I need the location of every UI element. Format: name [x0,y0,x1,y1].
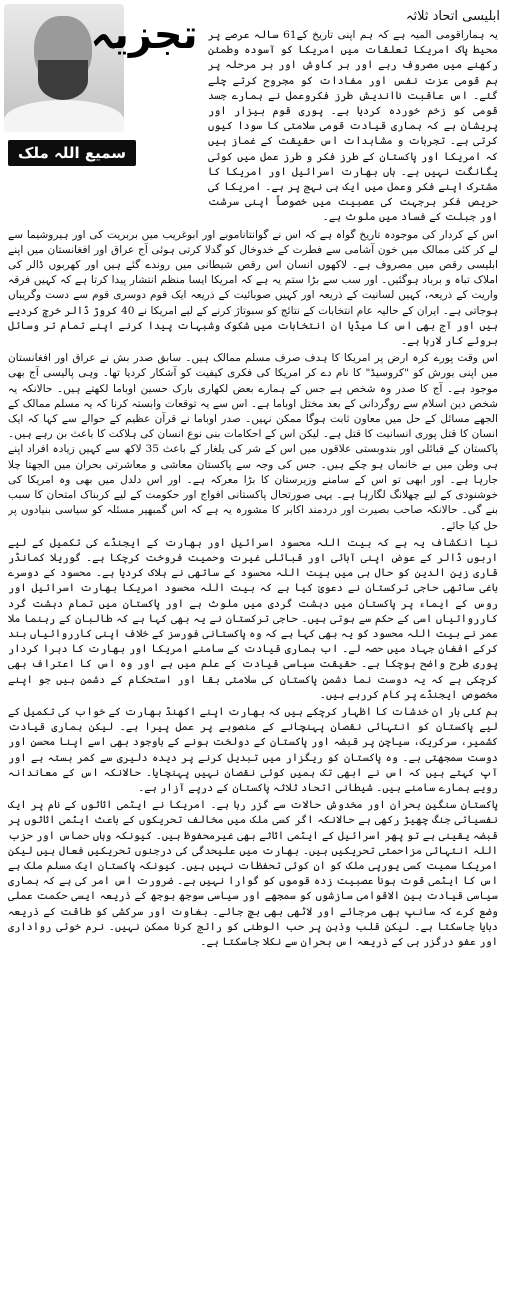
article-paragraph: اس کے کردار کی موجودہ تاریخ گواہ ہے کہ اس نے گوانتاناموبے اور ابوغریب میں بربریت کی اور ہیروشیما سے لے کر کئی ممالک میں خون آشامی سے فطرت کے خدوخال کو گدلا کرتی ہوئی آج عراق اور افغانستان میں اپنے ابلیسی رقص میں مصروف ہے۔ لاکھوں انسان اس رقص شیطانی میں روندے گئے ہیں اور کھربوں ڈالر کی املاک تباہ و برباد ہوگئیں۔ اور سب سے بڑا ستم یہ ہے کہ امریکا ایسا منظم انتشار پیدا کرتا ہے کہ کہیں فرقہ واریت کے ذریعہ، کہیں لسانیت کے ذریعہ اور کہیں صوبائیت کے ذریعہ ایک قوم دوسری قوم سے دست وگریباں ہوجاتی ہے۔ ایران کے حالیہ عام انتخابات کے نتائج کو سبوتاژ کرنے کے لیے امریکا نے 40 کروڑ ڈالر خرچ کردیے ہیں اور آج بھی اس کا میڈیا ان انتخابات میں شکوک وشبہات پیدا کرنے اپنے تمام تر وسائل بروئے کار لارہا ہے۔ [8,228,498,348]
column-logo: تجزیہ [90,12,198,58]
article-body [8,28,498,1294]
article-paragraph: یہ ہماراقومی المیہ ہے کہ ہم اپنی تاریخ کے61 سالہ عرصے پر محیط پاک امریکا تعلقات میں امریکا کو آسودہ وطمئن رکھنے میں مصروف رہے اور ہر کاوش اور ہر مرحلہ پر ہم قومی عزت نفس اور مفادات کو مجروح کرتے چلے گئے۔ اس عاقبت نااندیش طرز فکروعمل نے ہمارے جسد قومی کو زخم خوردہ کردیا ہے۔ پوری قوم بیزار اور پریشان ہے کہ ہماری قیادت قومی سلامتی کا سودا کیوں کرتی ہے۔ تجربات و مشاہدات اس حقیقت کے غماز ہیں کہ امریکا اور پاکستان کے طرز فکر و طرز عمل میں کوئی یگانگت نہیں ہے۔ ہاں بھارت اسرائیل اور امریکا کا مشترک اپنے فکر وعمل میں ایک ہی نہج پر ہے۔ امریکا کی حریص فکر ہرجہت کی عصبیت میں خصوصاً اپنی سرشت اور جبلت کے فساد میں ملوث ہے۔ [208,29,498,224]
article-paragraph: پاکستان سنگین بحران اور مخدوش حالات سے گزر رہا ہے۔ امریکا نے ایٹمی اثاثوں کے نام پر ایک نفسیاتی جنگ چھیڑ رکھی ہے حالانکہ اگر کسی ملک میں مخالف تحریکوں کے باعث ایٹمی اثاثوں پر قبضہ یقینی ہے تو پھر اسرائیل کے ایٹمی اثاثے بھی غیرمحفوظ ہیں۔ کیونکہ وہاں حماس اور حزب اللہ انتہائی مزاحمتی تحریکیں ہیں۔ بھارت میں علیحدگی کی درجنوں تحریکیں فعال ہیں لیکن امریکا سمیت کسی یورپی ملک کو ان کوئی تحفظات نہیں ہیں۔ کیونکہ پاکستان ایک مسلم ملک ہے اس کا ایٹمی قوت ہونا عصبیت زدہ قوموں کو گوارا نہیں ہے۔ ضرورت اس امر کی ہے کہ ہماری سیاسی قیادت بین الاقوامی سازشوں کو سمجھے اور سیاسی سوجھ بوجھ کے ذریعہ ایسی حکمت عملی وضع کرے کہ سانپ بھی مرجائے اور لاٹھی بھی بچ جائے۔ بغاوت اور سرکشی کو طاقت کے ذریعہ دبایا جاسکتا ہے۔ لیکن قلب وذہن پر حب الوطنی کو رائج کرنا ممکن نہیں۔ نرم خوئی رواداری اور عفو درگزر ہی کے ذریعہ اس بحران سے نکلا جاسکتا ہے۔ [8,799,498,948]
article-paragraph: اس وقت پورے کرہ ارض پر امریکا کا ہدف صرف مسلم ممالک ہیں۔ سابق صدر بش نے عراق اور افغانستان میں اپنی یورش کو "کروسیڈ" کا نام دے کر امریکا کی فکری کیفیت کو آشکار کردیا تھا۔ وہی پالیسی آج بھی موجود ہے۔ آج کا صدر وہ شخص ہے جس کے ہمارے بعض لکھاری بارک حسین اوباما لکھتے ہیں۔ حالانکہ یہ شخص دین اسلام سے روگردانی کے بعد مختل اوباما ہے۔ اس سے یہ توقعات وابستہ کرنا کہ یہ مسلم ممالک کے الجھے مسائل کے حل میں معاون ثابت ہوگا ممکن نہیں۔ صدر اوباما نے قرآن عظیم کے حوالے سے کہا کہ ایک انسان کا قتل پوری انسانیت کا قتل ہے۔ لیکن اس کے احکامات بنی نوع انسان کی ہلاکت کا باعث بن رہے ہیں۔ پاکستان کے قبائلی اور بندوبستی علاقوں میں اس کے شر کی یلغار کے باعث 35 لاکھ سے کہیں زیادہ افراد اپنے ہی وطن میں بے خانماں ہو چکے ہیں۔ جس کی وجہ سے پاکستان معاشی و معاشرتی بحران میں الجھتا چلا جارہا ہے۔ اور ابھی تو اس کے سامنے وزیرستان کا بڑا معرکہ ہے۔ اور اس دلدل میں بھی وہ امریکا کی خوشنودی کے لیے چھلانگ لگارہا ہے۔ یہی صورتحال پاکستانی افواج اور حکومت کے لیے کربناک امتحان کا سبب بنے گی۔ حالانکہ صاحب بصیرت اور دردمند اکابر کا مشورہ یہ ہے کہ اس گمبھیر مسئلہ کو سیاسی بنیادوں پر حل کیا جائے۔ [8,352,498,532]
article-paragraph: نیا انکشاف یہ ہے کہ بیت اللہ محسود اسرائیل اور بھارت کے ایجنڈے کی تکمیل کے لیے اربوں ڈالر کے عوض اپنی آبائی اور قبائلی غیرت وحمیت فروخت کرچکا ہے۔ گوریلا کمانڈر قاری زین الدین کو حال ہی میں بیت اللہ محسود کے ساتھی نے ہلاک کردیا ہے۔ محسود کے دوسرے باغی ساتھی حاجی ترکستان نے دعویٰ کیا ہے کہ بیت اللہ محسود امریکا بھارت اسرائیل اور روس کے ایماء پر پاکستان میں دہشت گردی میں ملوث ہے اور پاکستان میں تمام دہشت گرد کارروائیاں اسی کے حکم سے ہوتی ہیں۔ حاجی ترکستان نے یہ بھی کہا ہے کہ طالبان کے رہنما ملا عمر نے بیت اللہ محسود کو یہ بھی کہا ہے کہ وہ پاکستانی فورسز کے خلاف اپنی کارروائیاں بند کرکے افغان جہاد میں حصہ لے۔ اب ہماری قیادت کے سامنے امریکا اور بھارت کا دہرا کردار پوری طرح واضح ہوچکا ہے۔ حقیقت سیاسی قیادت کے علم میں ہے اور وہ اس کا اعتراف بھی کرچکی ہے کہ یہ دوست نما دشمن پاکستان کی سلامتی بقا اور استحکام کے دشمن ہیں جو اپنے مخصوص ایجنڈے پر کام کررہے ہیں۔ [8,536,498,701]
article-paragraph: ہم کئی بار ان خدشات کا اظہار کرچکے ہیں کہ بھارت اپنے اکھنڈ بھارت کے خواب کی تکمیل کے لیے پاکستان کو انتہائی نقصان پہنچانے کے منصوبے پر عمل پیرا ہے۔ لیکن ہماری قیادت کشمیر، سرکریک، سیاچن پر قبضہ اور پاکستان کے دولخت ہونے کے باوجود بھی اسے اپنا محسن اور دوست سمجھتی ہے۔ وہ پاکستان کو ریگزار میں تبدیل کرنے پر دیدہ دلیری سے کمر بستہ ہے اور آپ کہتے ہیں کہ اس نے ابھی تک ہمیں کوئی نقصان نہیں پہنچایا۔ حالانکہ اس کے معاندانہ رویے ہمارے سامنے ہیں۔ شیطانی اتحاد ثلاثہ پاکستان کے درپے آزار ہے۔ [8,705,498,794]
columnist-byline: سمیع اللہ ملک [8,140,136,166]
article-headline: ابلیسی اتحاد ثلاثہ [405,9,500,24]
